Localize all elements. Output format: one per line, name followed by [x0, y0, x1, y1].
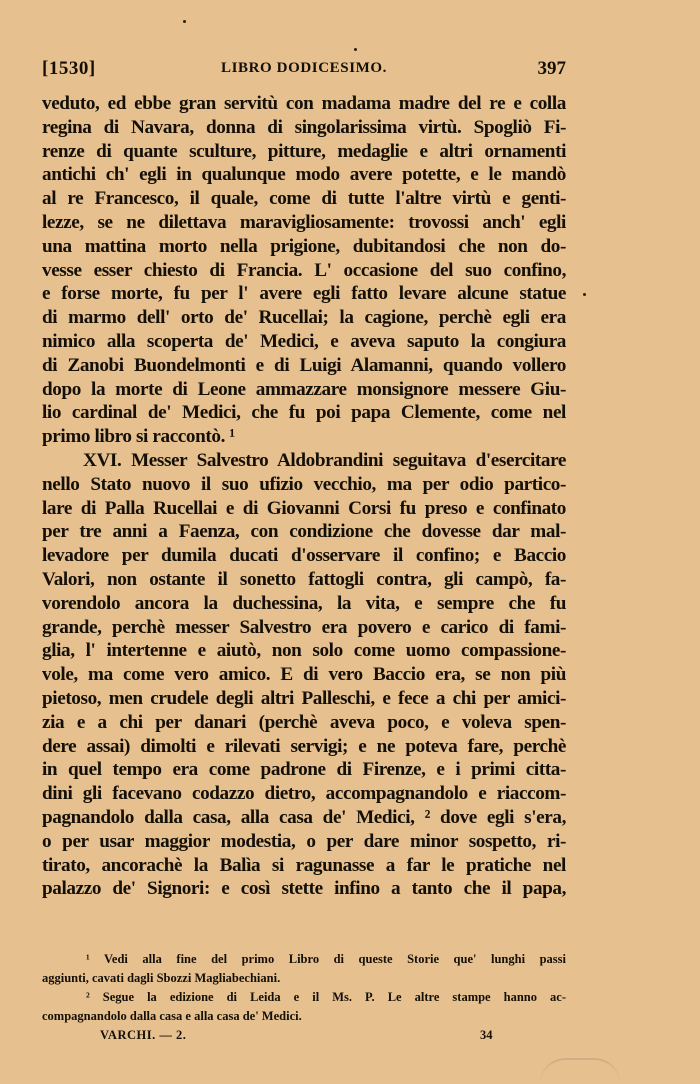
text-line: per tre anni a Faenza, con condizione che dovesse dar mal- — [42, 521, 566, 543]
footnotes — [42, 950, 566, 1026]
text-line: dini gli facevano codazzo dietro, accompagnandolo e riaccom- — [42, 783, 566, 805]
text-line: vesse esser chiesto di Francia. L' occasione del suo confino, — [42, 259, 566, 281]
text-line: o per usar maggior modestia, o per dare minor sospetto, ri- — [42, 830, 566, 852]
footnote-1-continued: aggiunti, cavati dagli Sbozzi Magliabechiani. — [42, 971, 281, 985]
text-line: in quel tempo era come padrone di Firenze, e i primi citta- — [42, 759, 566, 781]
text-line: pietoso, men crudele degli altri Palleschi, e fece a chi per amici- — [42, 687, 566, 709]
text-line: zia e a chi per danari (perchè aveva poco, e voleva spen- — [42, 711, 566, 733]
ink-speck — [583, 293, 586, 296]
text-line: glia, l' intertenne e aiutò, non solo come uomo compassione- — [42, 640, 566, 662]
page-number: 397 — [537, 58, 566, 79]
footnote-1: ¹ Vedi alla fine del primo Libro di queste Storie que' lunghi passi — [86, 952, 566, 966]
text-line: di Zanobi Buondelmonti e di Luigi Alamanni, quando vollero — [42, 354, 566, 376]
text-line: una mattina morto nella prigione, dubitandosi che non do- — [42, 235, 566, 257]
text-line: lare di Palla Rucellai e di Giovanni Corsi fu preso e confinato — [42, 497, 566, 519]
signature-mark: VARCHI. — 2. — [100, 1028, 187, 1042]
text-line: pagnandolo dalla casa, alla casa de' Medici, ² dove egli s'era, — [42, 806, 566, 828]
text-line: primo libro si raccontò. ¹ — [42, 426, 235, 448]
footnote-2: ² Segue la edizione di Leida e il Ms. P. Le altre stampe hanno ac- — [86, 990, 566, 1004]
body-text — [42, 92, 566, 901]
text-line: veduto, ed ebbe gran servitù con madama madre del re e colla — [42, 93, 566, 114]
footnote-2-continued: compagnandolo dalla casa e alla casa de' Medici. — [42, 1009, 302, 1023]
text-line: palazzo de' Signori: e così stette infino a tanto che il papa, — [42, 878, 566, 900]
page-footer — [100, 1028, 500, 1046]
text-line: lezze, se ne dilettava maravigliosamente: trovossi anch' egli — [42, 211, 566, 233]
ink-speck — [183, 20, 186, 23]
watermark — [540, 1058, 620, 1084]
ink-speck — [354, 48, 357, 51]
text-line: tirato, ancorachè la Balìa si ragunasse a far le pratiche nel — [42, 854, 566, 876]
text-line: nello Stato nuovo il suo ufizio vecchio, ma per odio partico- — [42, 473, 566, 495]
running-header — [42, 58, 566, 84]
text-line: renze di quante sculture, pitture, medaglie e altri ornamenti — [42, 140, 566, 162]
text-line: Valori, non ostante il sonetto fattogli contra, gli campò, fa- — [42, 568, 566, 590]
sheet-number: 34 — [480, 1028, 493, 1042]
text-line: nimico alla scoperta de' Medici, e aveva saputo la congiura — [42, 330, 566, 352]
text-line: grande, perchè messer Salvestro era povero e carico di fami- — [42, 616, 566, 638]
text-line: dere assai) dimolti e rilevati servigi; e ne poteva fare, perchè — [42, 735, 566, 757]
text-line: dopo la morte di Leone ammazzare monsignore messere Giu- — [42, 378, 566, 400]
header-year: [1530] — [42, 58, 96, 79]
text-line: e forse morte, fu per l' avere egli fatto levare alcune statue — [42, 283, 566, 305]
text-line: antichi ch' egli in qualunque modo avere potette, e le mandò — [42, 164, 566, 186]
text-line: di marmo dell' orto de' Rucellai; la cagione, perchè egli era — [42, 307, 566, 329]
text-line: vorendolo ancora la duchessina, la vita, e sempre che fu — [42, 592, 566, 614]
header-title: LIBRO DODICESIMO. — [220, 60, 388, 76]
section-start-line: XVI. Messer Salvestro Aldobrandini seguitava d'esercitare — [83, 449, 566, 471]
text-line: lio cardinal de' Medici, che fu poi papa Clemente, come nel — [42, 402, 566, 424]
text-line: regina di Navara, donna di singolarissima virtù. Spogliò Fi- — [42, 116, 566, 138]
text-line: al re Francesco, il quale, come di tutte l'altre virtù e genti- — [42, 188, 566, 210]
text-line: vole, ma come vero amico. E di vero Baccio era, se non più — [42, 664, 566, 686]
text-line: levadore per dumila ducati d'osservare il confino; e Baccio — [42, 545, 566, 567]
